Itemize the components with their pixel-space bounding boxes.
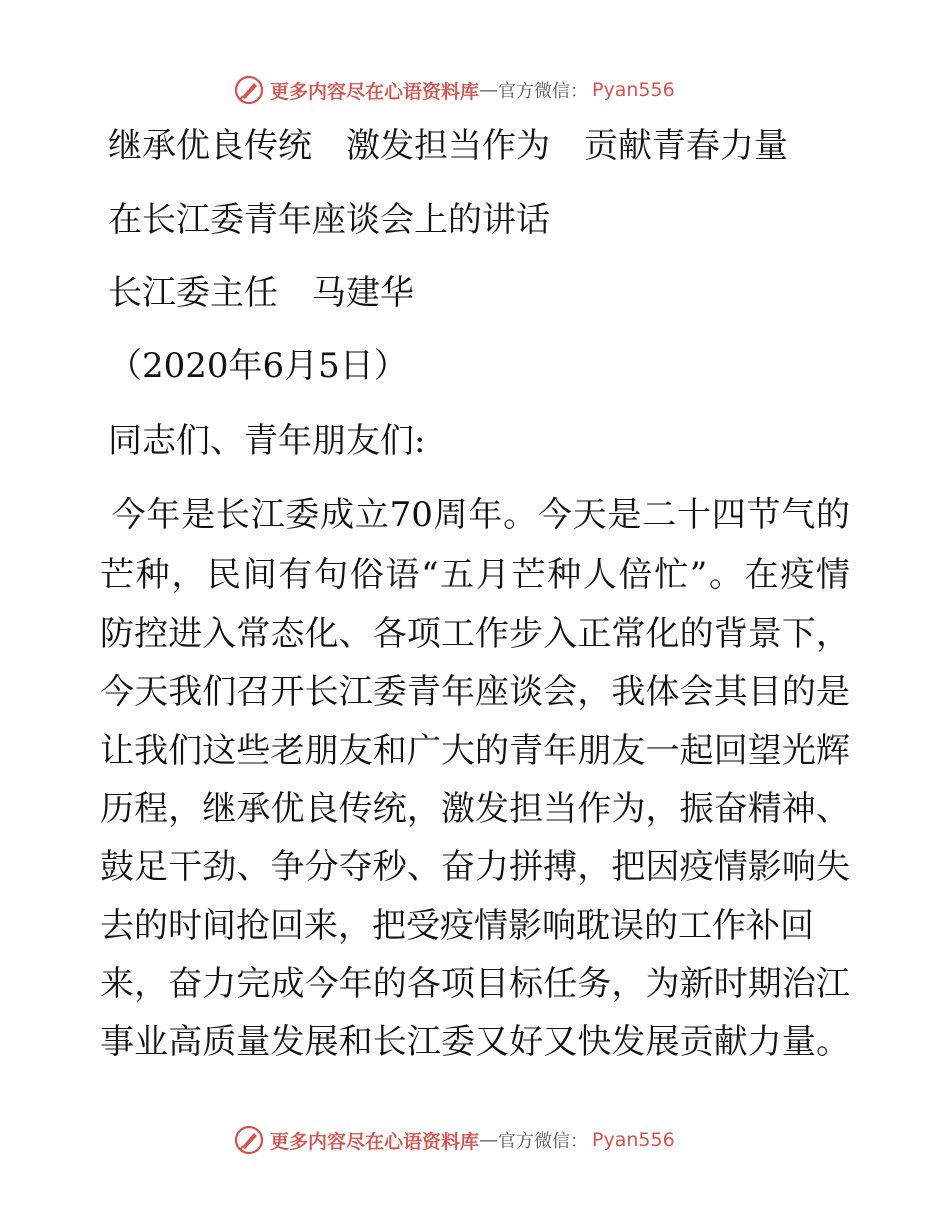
watermark-handle: Pyan556 (592, 79, 675, 101)
quill-logo-icon (234, 75, 264, 105)
paragraph-line: 让我们这些老朋友和广大的青年朋友一起回望光辉 (100, 731, 850, 771)
paragraph-line: 事业高质量发展和长江委又好又快发展贡献力量。 (100, 1022, 850, 1062)
watermark-dash: — (479, 79, 499, 101)
document-salutation: 同志们、青年朋友们: (108, 421, 426, 461)
document-author: 长江委主任 马建华 (108, 273, 414, 313)
document-subtitle: 在长江委青年座谈会上的讲话 (108, 200, 550, 240)
paragraph-line: 今年是长江委成立70周年。今天是二十四节气的 (100, 495, 850, 535)
paragraph-line: 去的时间抢回来，把受疫情影响耽误的工作补回 (100, 906, 814, 946)
paragraph-line: 今天我们召开长江委青年座谈会，我体会其目的是 (100, 672, 850, 712)
paragraph-line: 历程，继承优良传统，激发担当作为，振奋精神、 (100, 789, 850, 829)
paragraph-line: 来，奋力完成今年的各项目标任务，为新时期治江 (100, 964, 850, 1004)
document-date: （2020年6月5日） (108, 346, 408, 386)
paragraph-line: 鼓足干劲、争分夺秒、奋力拼搏，把因疫情影响失 (100, 847, 850, 887)
paragraph-line: 防控进入常态化、各项工作步入正常化的背景下， (100, 614, 850, 654)
watermark-official-label: 官方微信： (498, 81, 589, 102)
watermark-site-text: 更多内容尽在心语资料库 (270, 80, 480, 103)
footer-watermark (234, 1122, 675, 1158)
watermark-handle: Pyan556 (592, 1129, 675, 1151)
watermark-dash: — (479, 1129, 499, 1151)
document-title: 继承优良传统 激发担当作为 贡献青春力量 (108, 126, 788, 166)
paragraph-line: 芒种，民间有句俗语“五月芒种人倍忙”。在疫情 (100, 555, 850, 595)
watermark-official-label: 官方微信： (498, 1131, 589, 1152)
quill-logo-icon (234, 1125, 264, 1155)
header-watermark (234, 72, 675, 108)
watermark-site-text: 更多内容尽在心语资料库 (270, 1130, 480, 1153)
